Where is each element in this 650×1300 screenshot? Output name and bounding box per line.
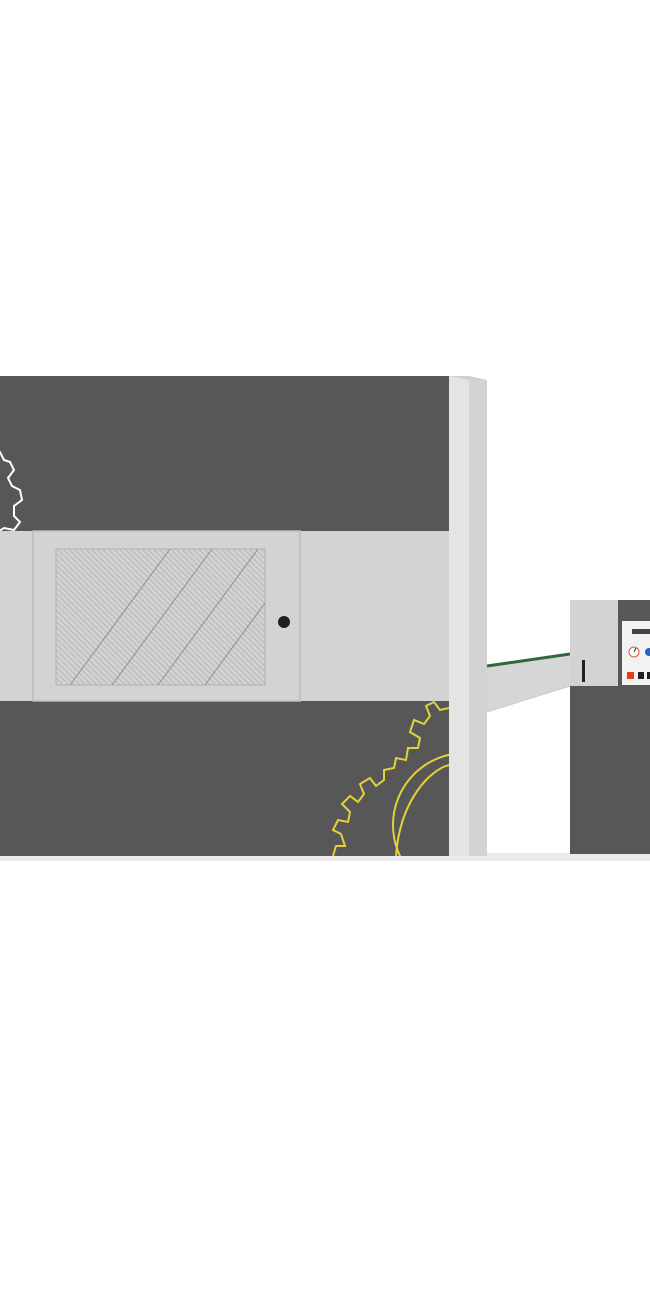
pillar-front: [449, 376, 469, 856]
control-panel: [622, 621, 650, 685]
side-pillar: [449, 376, 487, 856]
control-unit: [570, 600, 650, 854]
control-red-button[interactable]: [627, 672, 634, 679]
control-black-button[interactable]: [638, 672, 644, 679]
door-knob-icon[interactable]: [278, 616, 290, 628]
control-display: [632, 629, 650, 634]
control-unit-top: [570, 600, 618, 686]
access-door[interactable]: [33, 531, 300, 701]
door-vent-grille: [56, 549, 265, 685]
conveyor: [487, 654, 570, 712]
pillar-side: [469, 380, 487, 856]
control-unit-lever[interactable]: [582, 660, 585, 682]
